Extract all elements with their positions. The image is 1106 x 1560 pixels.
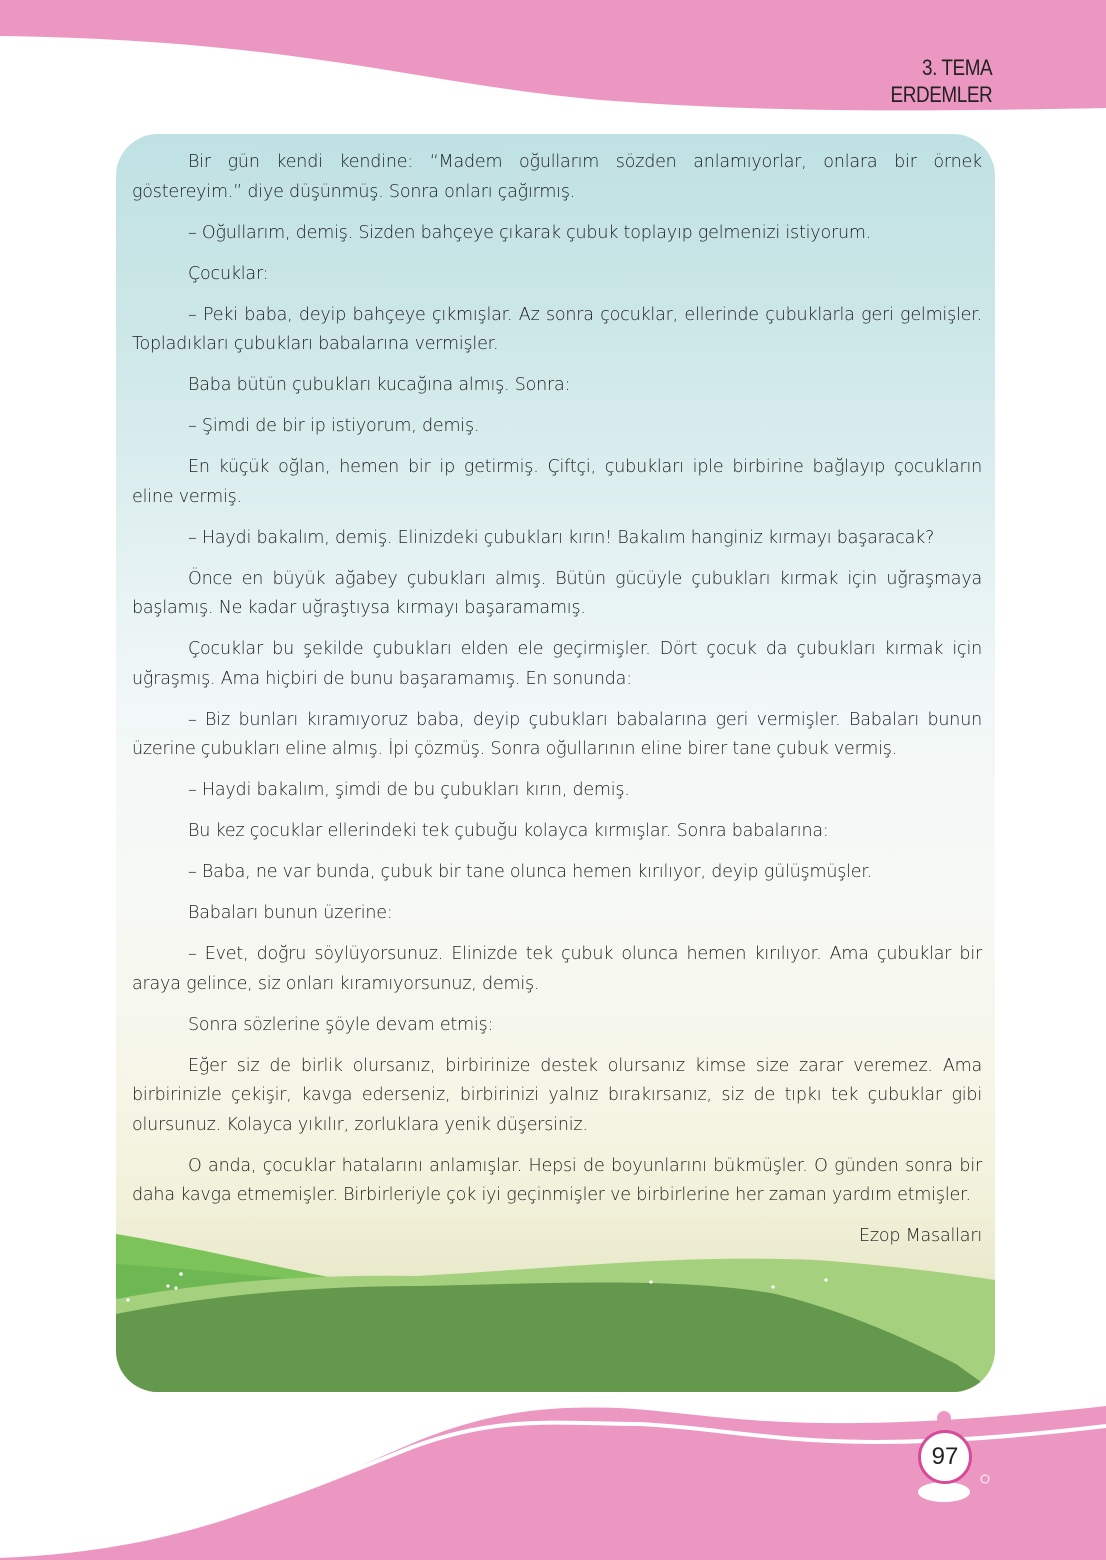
paragraph: O anda, çocuklar hatalarını anlamışlar. Hepsi de boyunlarını bükmüşler. O günden sonra bir daha kavga etmemişler. Birbirleriyle çok iyi geçinmişler ve birbirlerine her zaman yardım etmişler. [132, 1155, 982, 1205]
paragraph: Bir gün kendi kendine: “Madem oğullarım sözden anlamıyorlar, onlara bir örnek göstereyim.” diye düşünmüş. Sonra onları çağırmış. [132, 152, 982, 202]
paragraph: – Peki baba, deyip bahçeye çıkmışlar. Az sonra çocuklar, ellerinde çubuklarla geri gelmişler. Topladıkları çubukları babalarına vermişler. [132, 304, 982, 354]
paragraph: Sonra sözlerine şöyle devam etmiş: [188, 1014, 494, 1035]
page-number: 97 [931, 1443, 959, 1470]
paragraph: Önce en büyük ağabey çubukları almış. Bütün gücüyle çubukları kırmak için uğraşmaya başlamış. Ne kadar uğraştıysa kırmayı başaramamış. [132, 568, 982, 618]
paragraph: – Haydi bakalım, şimdi de bu çubukları kırın, demiş. [188, 780, 630, 800]
theme-number: 3. TEMA [921, 55, 992, 80]
paragraph: – Şimdi de bir ip istiyorum, demiş. [188, 416, 480, 436]
story-text [132, 148, 982, 1263]
page-number-badge [918, 1430, 972, 1484]
paragraph: En küçük oğlan, hemen bir ip getirmiş. Çiftçi, çubukları iple birbirine bağlayıp çocukların eline vermiş. [132, 457, 982, 507]
paragraph: Çocuklar: [188, 263, 269, 284]
paragraph: Baba bütün çubukları kucağına almış. Sonra: [188, 375, 571, 395]
theme-header [890, 54, 992, 108]
paragraph: Eğer siz de birlik olursanız, birbirinize destek olursanız kimse size zarar veremez. Ama birbirinizle çekişir, kavga ederseniz, birbirinizi yalnız bırakırsanız, siz de tıpkı tek çubuklar gibi olursunuz. Kolayca yıkılır, zorluklara yenik düşersiniz. [132, 1055, 982, 1135]
paragraph: Çocuklar bu şekilde çubukları elden ele geçirmişler. Dört çocuk da çubukları kırmak için uğraşmış. Ama hiçbiri de bunu başaramamış. En sonunda: [132, 639, 982, 689]
paragraph: Bu kez çocuklar ellerindeki tek çubuğu kolayca kırmışlar. Sonra babalarına: [188, 821, 829, 841]
paragraph: – Biz bunları kıramıyoruz baba, deyip çubukları babalarına geri vermişler. Babaları bunun üzerine çubukları eline almış. İpi çözmüş. Sonra oğullarının eline birer tane çubuk vermiş. [132, 709, 982, 759]
paragraph: – Evet, doğru söylüyorsunuz. Elinizde tek çubuk olunca hemen kırılıyor. Ama çubuklar bir araya gelince, siz onları kıramıyorsunuz, demiş. [132, 944, 982, 994]
paragraph: – Baba, ne var bunda, çubuk bir tane olunca hemen kırılıyor, deyip gülüşmüşler. [188, 862, 873, 882]
story-source: Ezop Masalları [859, 1226, 982, 1246]
theme-name: ERDEMLER [890, 82, 992, 107]
paragraph: Babaları bunun üzerine: [188, 903, 393, 923]
paragraph: – Haydi bakalım, demiş. Elinizdeki çubukları kırın! Bakalım hanginiz kırmayı başaracak? [188, 527, 935, 548]
story-panel [116, 134, 995, 1392]
paragraph: – Oğullarım, demiş. Sizden bahçeye çıkarak çubuk toplayıp gelmenizi istiyorum. [188, 222, 872, 243]
